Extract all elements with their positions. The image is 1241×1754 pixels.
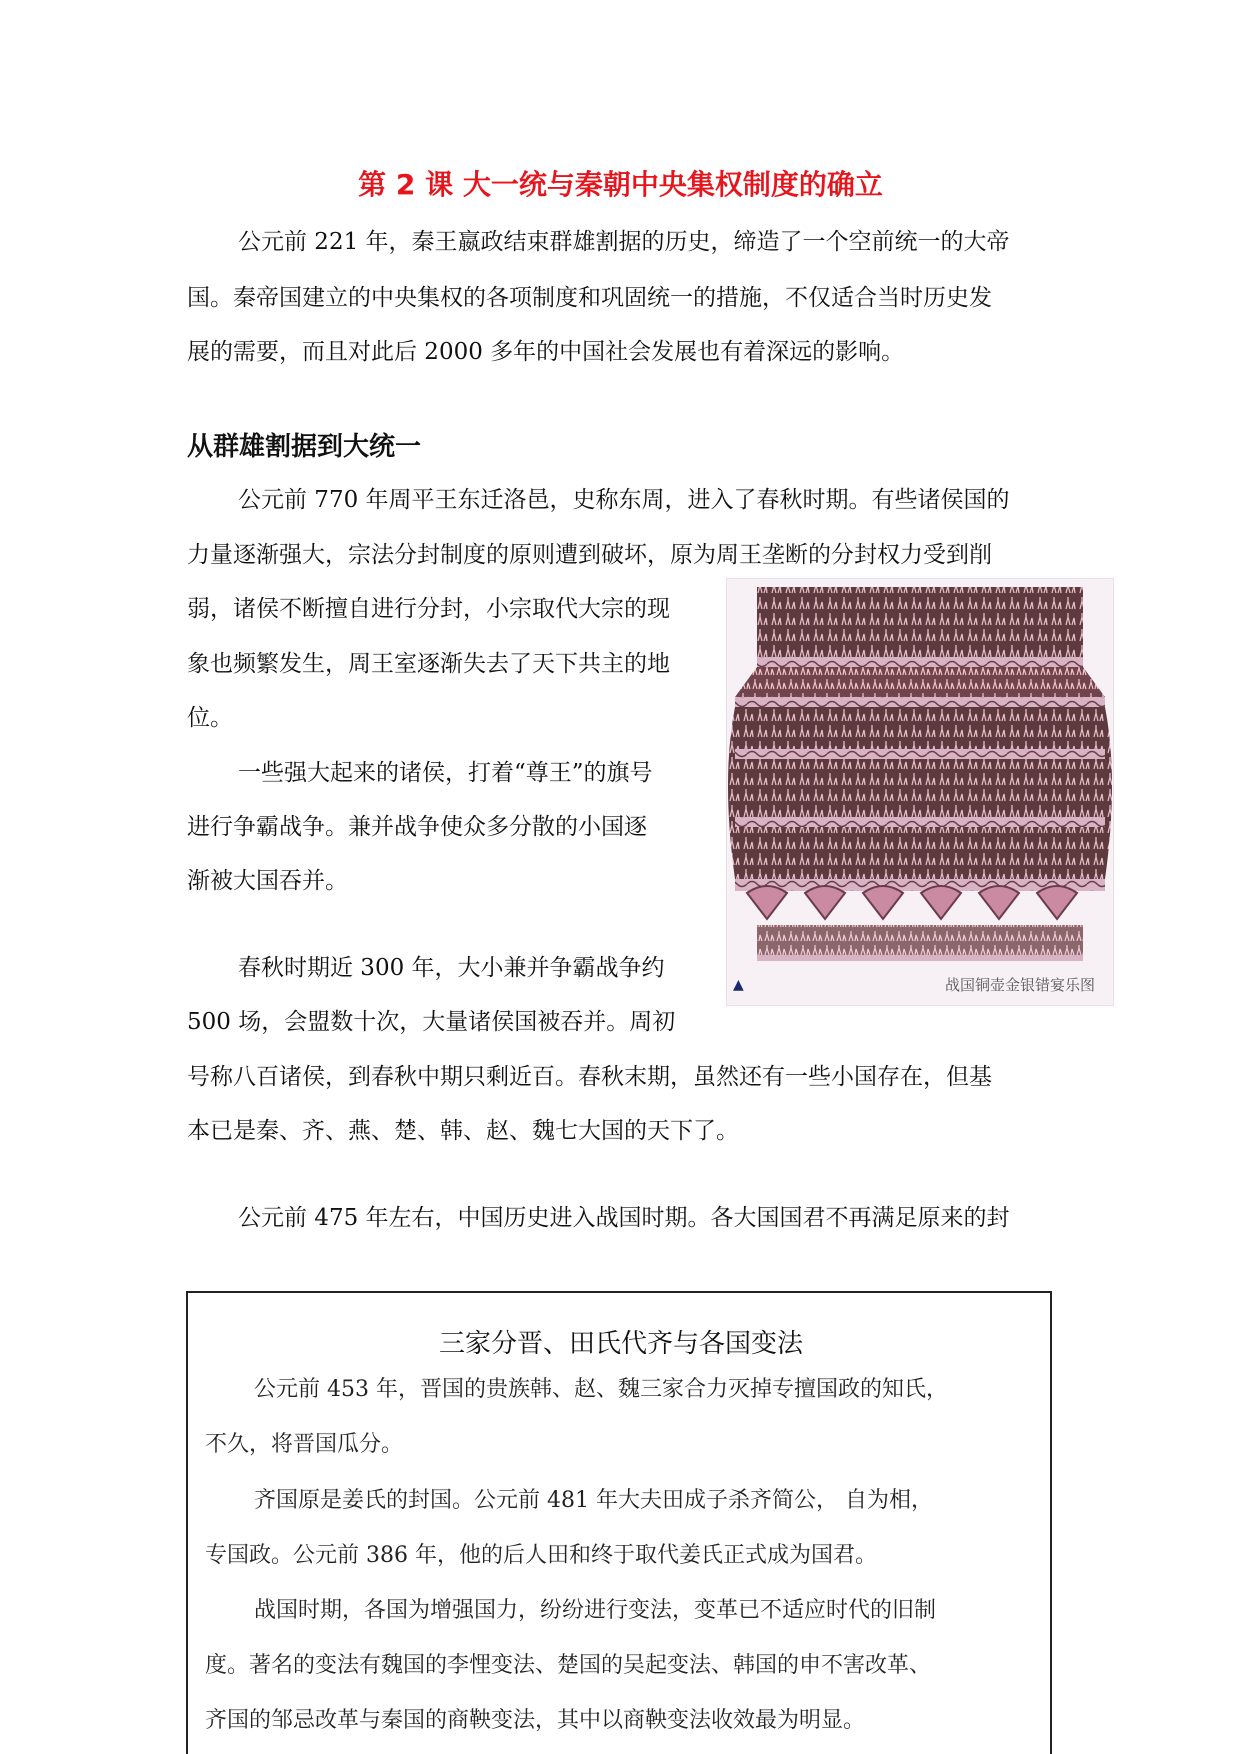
figure-caption: 战国铜壶金银错宴乐图 (944, 976, 1095, 994)
bronze-vessel-image (726, 578, 1114, 1006)
lesson-title: 第 2 课 大一统与秦朝中央集权制度的确立 (358, 168, 883, 201)
intro-line: 展的需要，而且对此后 2000 多年的中国社会发展也有着深远的影响。 (187, 339, 905, 365)
sidebar-line: 齐国原是姜氏的封国。公元前 481 年大夫田成子杀齐简公， 自为相， (254, 1488, 933, 1513)
body-line: 一些强大起来的诸侯，打着“尊王”的旗号 (238, 760, 653, 786)
body-line: 本已是秦、齐、燕、楚、韩、赵、魏七大国的天下了。 (187, 1118, 739, 1144)
body-line: 位。 (187, 705, 233, 731)
sidebar-box (186, 1291, 1052, 1754)
sidebar-line: 战国时期，各国为增强国力，纷纷进行变法，变革已不适应时代的旧制 (254, 1598, 937, 1623)
body-line: 公元前 770 年周平王东迁洛邑，史称东周，进入了春秋时期。有些诸侯国的 (238, 487, 1010, 513)
sidebar-title: 三家分晋、田氏代齐与各国变法 (438, 1329, 803, 1359)
sidebar-line: 专国政。公元前 386 年，他的后人田和终于取代姜氏正式成为国君。 (205, 1543, 877, 1568)
caption-marker-icon: ▲ (733, 977, 744, 993)
sidebar-line: 度。著名的变法有魏国的李悝变法、楚国的吴起变法、韩国的申不害改革、 (205, 1653, 932, 1678)
intro-line: 公元前 221 年，秦王嬴政结束群雄割据的历史，缔造了一个空前统一的大帝 (238, 229, 1010, 255)
body-line: 渐被大国吞并。 (187, 868, 348, 894)
section-heading: 从群雄割据到大统一 (187, 432, 422, 462)
vessel-illustration (727, 579, 1113, 1005)
body-line: 进行争霸战争。兼并战争使众多分散的小国逐 (187, 814, 647, 840)
body-line: 春秋时期近 300 年，大小兼并争霸战争约 (238, 955, 665, 981)
body-line: 象也频繁发生，周王室逐渐失去了天下共主的地 (187, 651, 670, 677)
body-line: 500 场，会盟数十次，大量诸侯国被吞并。周初 (187, 1009, 676, 1035)
sidebar-line: 公元前 453 年，晋国的贵族韩、赵、魏三家合力灭掉专擅国政的知氏， (254, 1377, 948, 1402)
body-line: 力量逐渐强大，宗法分封制度的原则遭到破坏，原为周王垄断的分封权力受到削 (187, 542, 992, 568)
sidebar-line: 齐国的邹忌改革与秦国的商鞅变法，其中以商鞅变法收效最为明显。 (205, 1708, 866, 1733)
intro-line: 国。秦帝国建立的中央集权的各项制度和巩固统一的措施，不仅适合当时历史发 (187, 285, 992, 311)
body-line: 号称八百诸侯，到春秋中期只剩近百。春秋末期，虽然还有一些小国存在，但基 (187, 1064, 992, 1090)
body-line: 公元前 475 年左右，中国历史进入战国时期。各大国国君不再满足原来的封 (238, 1205, 1010, 1231)
body-line: 弱，诸侯不断擅自进行分封，小宗取代大宗的现 (187, 596, 670, 622)
sidebar-line: 不久，将晋国瓜分。 (205, 1432, 404, 1457)
